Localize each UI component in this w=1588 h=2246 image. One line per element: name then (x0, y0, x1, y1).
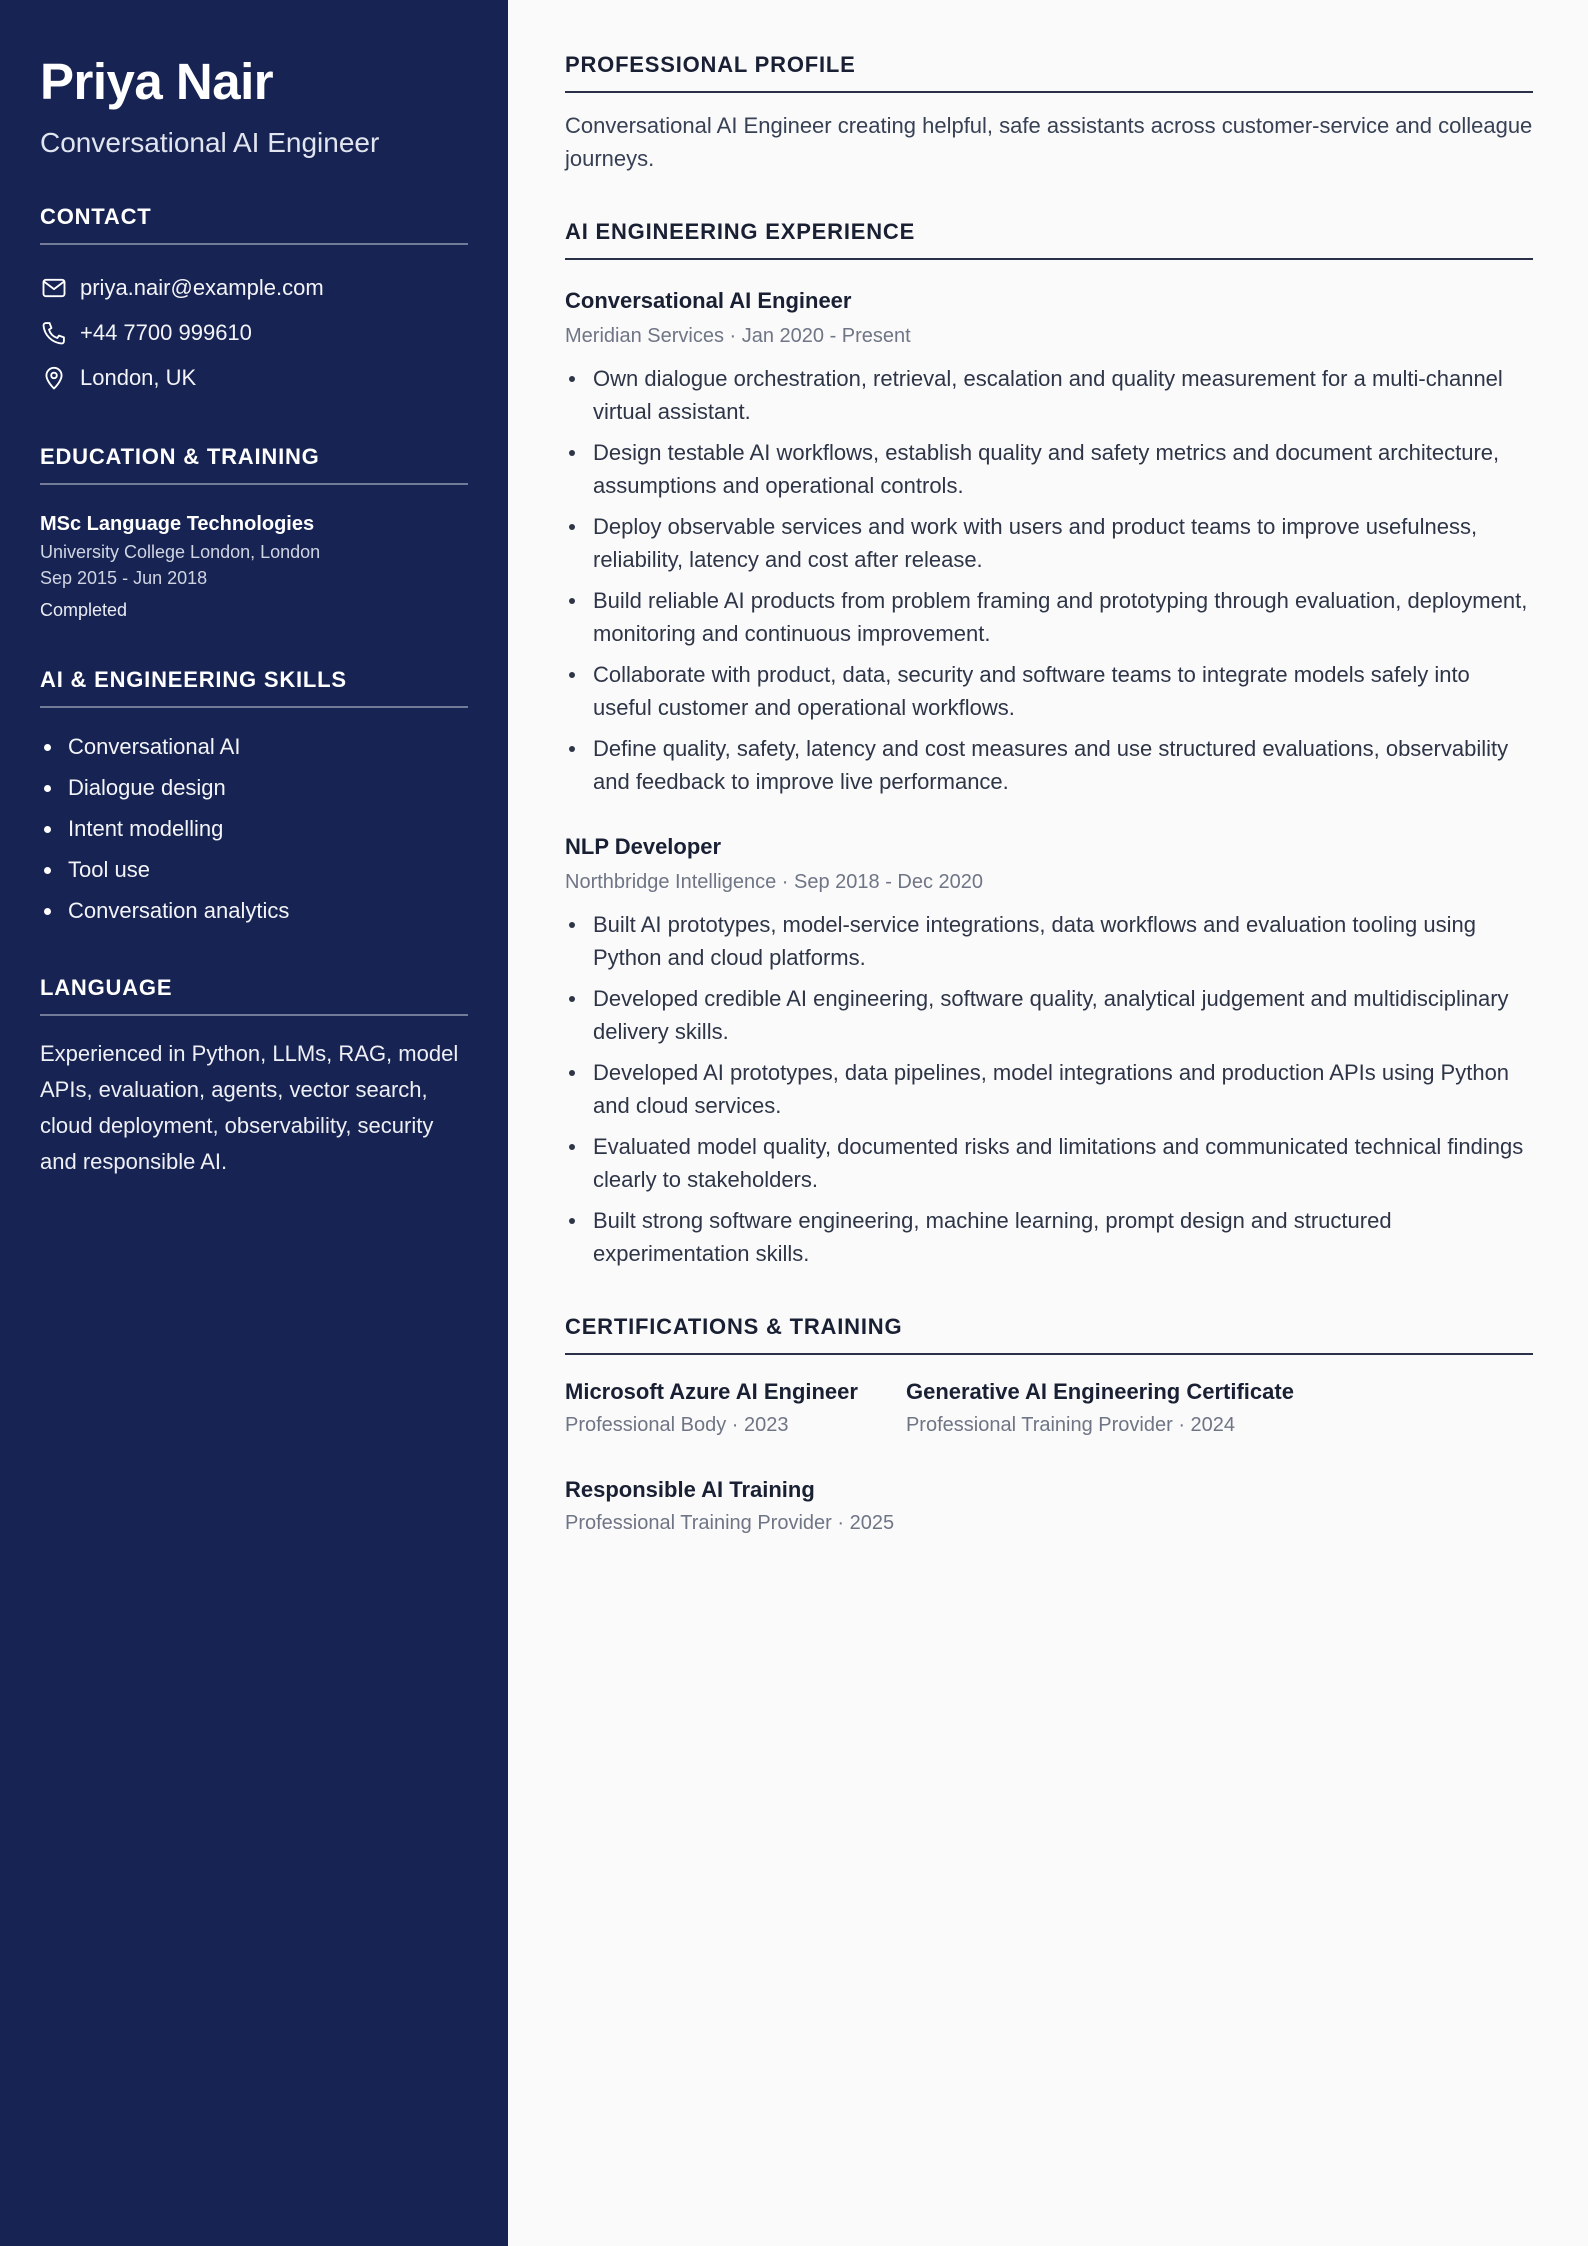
job-bullet: Developed AI prototypes, data pipelines, model integrations and production APIs using Python and cloud services. (565, 1056, 1533, 1122)
certification-item (565, 1475, 1485, 1537)
certification-title: Microsoft Azure AI Engineer (565, 1379, 858, 1404)
skill-item: Intent modelling (40, 808, 468, 849)
certifications-grid (565, 1377, 1533, 1573)
job-bullet: Built AI prototypes, model-service integrations, data workflows and evaluation tooling using Python and cloud platforms. (565, 908, 1533, 974)
profile-section (565, 52, 1533, 175)
job-meta: Meridian Services · Jan 2020 - Present (565, 325, 911, 347)
experience-section (565, 219, 1533, 1270)
education-heading: EDUCATION & TRAINING (40, 444, 468, 485)
job-bullets (565, 908, 1533, 1270)
experience-heading: AI ENGINEERING EXPERIENCE (565, 219, 1533, 260)
candidate-name: Priya Nair (40, 53, 274, 110)
profile-text: Conversational AI Engineer creating helpful, safe assistants across customer-service and colleague journeys. (565, 113, 1533, 171)
language-heading: LANGUAGE (40, 975, 468, 1016)
location-pin-icon (40, 364, 68, 392)
contact-heading: CONTACT (40, 204, 468, 245)
contact-list (40, 265, 468, 400)
certification-item (565, 1377, 858, 1439)
contact-email: priya.nair@example.com (80, 274, 324, 300)
sidebar (0, 0, 508, 2246)
job-bullet: Built strong software engineering, machine learning, prompt design and structured experimentation skills. (565, 1204, 1533, 1270)
job-title: Conversational AI Engineer (565, 288, 852, 313)
job-title: NLP Developer (565, 834, 722, 859)
job-bullet: Build reliable AI products from problem framing and prototyping through evaluation, deployment, monitoring and continuous improvement. (565, 584, 1533, 650)
skill-item: Conversation analytics (40, 890, 468, 931)
job-bullet: Evaluated model quality, documented risks and limitations and communicated technical findings clearly to stakeholders. (565, 1130, 1533, 1196)
contact-email-row[interactable] (40, 265, 468, 310)
certification-meta: Professional Training Provider · 2024 (905, 1414, 1236, 1436)
skill-item: Dialogue design (40, 767, 468, 808)
certification-meta: Professional Training Provider · 2025 (565, 1512, 895, 1534)
education-institution: University College London, London (40, 542, 321, 562)
skills-list (40, 726, 468, 931)
contact-section (40, 204, 468, 400)
contact-phone: +44 7700 999610 (80, 319, 252, 345)
job-entry (565, 286, 1533, 798)
skill-item: Conversational AI (40, 726, 468, 767)
education-degree: MSc Language Technologies (40, 513, 315, 535)
contact-phone-row[interactable] (40, 310, 468, 355)
job-bullet: Developed credible AI engineering, software quality, analytical judgement and multidisciplinary delivery skills. (565, 982, 1533, 1048)
mail-icon (40, 274, 68, 302)
certification-title: Responsible AI Training (565, 1477, 815, 1502)
job-bullets (565, 362, 1533, 798)
candidate-title: Conversational AI Engineer (40, 127, 380, 158)
certification-item (906, 1377, 1294, 1439)
certification-title: Generative AI Engineering Certificate (905, 1379, 1294, 1404)
contact-location-row (40, 355, 468, 400)
education-dates: Sep 2015 - Jun 2018 (40, 568, 208, 588)
skill-item: Tool use (40, 849, 468, 890)
certifications-section (565, 1314, 1533, 1573)
education-section (40, 444, 468, 623)
job-bullet: Own dialogue orchestration, retrieval, escalation and quality measurement for a multi-channel virtual assistant. (565, 362, 1533, 428)
language-text: Experienced in Python, LLMs, RAG, model APIs, evaluation, agents, vector search, cloud deployment, observability, security and responsible AI. (40, 1041, 459, 1174)
job-bullet: Design testable AI workflows, establish quality and safety metrics and document architecture, assumptions and operational controls. (565, 436, 1533, 502)
education-status: Completed (40, 600, 128, 620)
certifications-heading: CERTIFICATIONS & TRAINING (565, 1314, 1533, 1355)
job-meta: Northbridge Intelligence · Sep 2018 - Dec 2020 (565, 871, 984, 893)
phone-icon (40, 319, 68, 347)
education-entry (40, 509, 468, 623)
skills-section (40, 667, 468, 931)
job-bullet: Deploy observable services and work with users and product teams to improve usefulness, reliability, latency and cost after release. (565, 510, 1533, 576)
language-section (40, 975, 468, 1180)
job-bullet: Collaborate with product, data, security and software teams to integrate models safely into useful customer and operational workflows. (565, 658, 1533, 724)
profile-heading: PROFESSIONAL PROFILE (565, 52, 1533, 93)
job-entry (565, 832, 1533, 1270)
job-bullet: Define quality, safety, latency and cost measures and use structured evaluations, observability and feedback to improve live performance. (565, 732, 1533, 798)
certification-meta: Professional Body · 2023 (565, 1414, 789, 1436)
main-content (565, 52, 1533, 1573)
contact-location: London, UK (80, 364, 197, 390)
skills-heading: AI & ENGINEERING SKILLS (40, 667, 468, 708)
